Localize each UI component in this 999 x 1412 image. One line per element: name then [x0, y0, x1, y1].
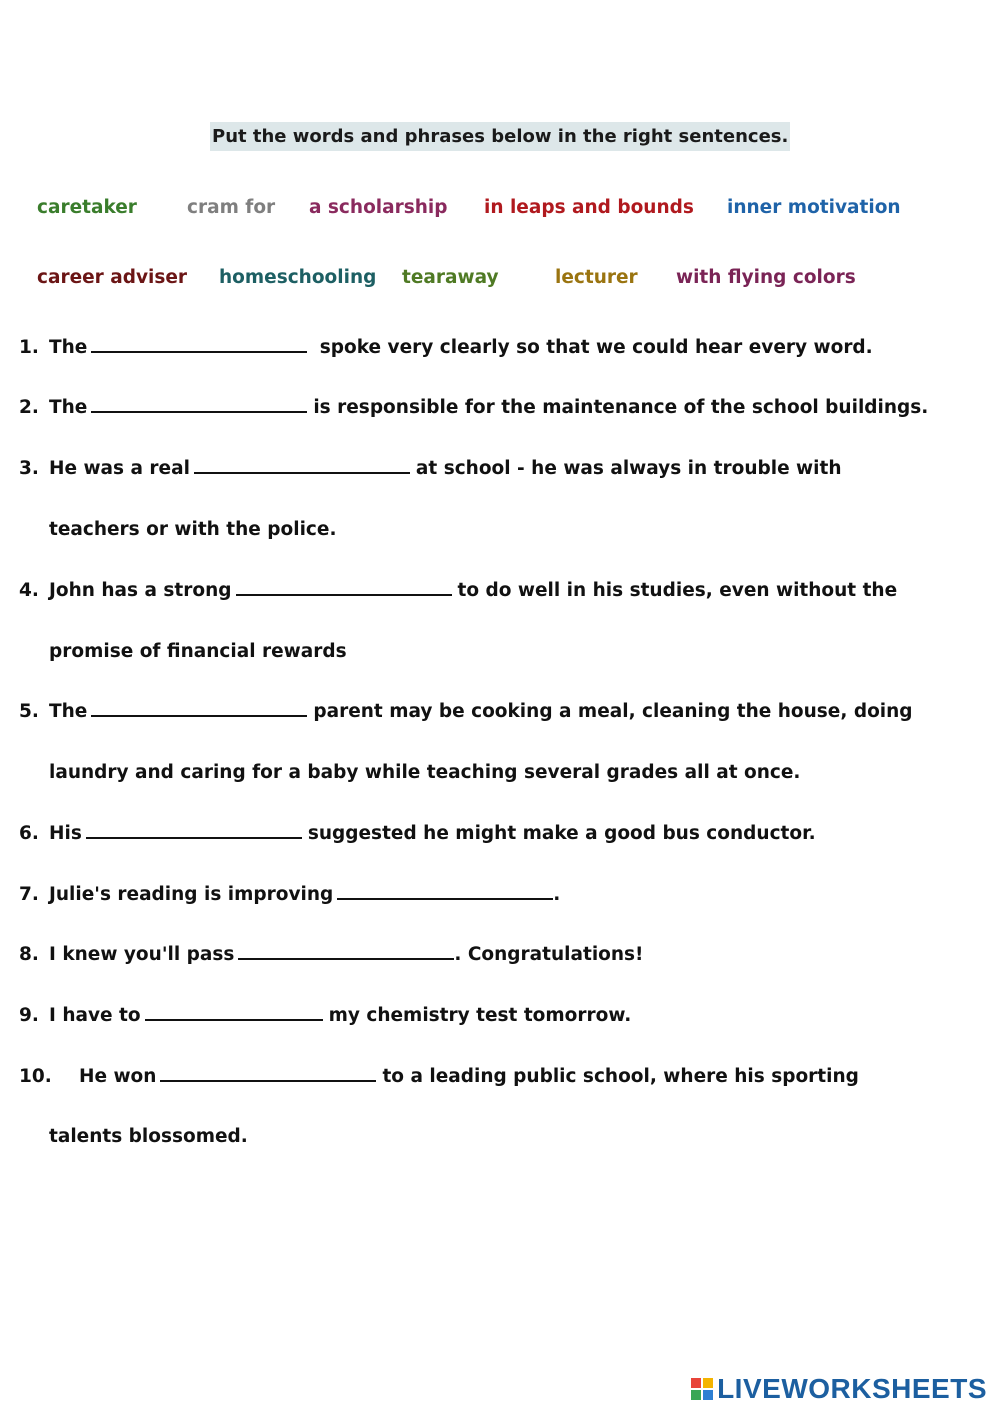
question-number: 8. — [19, 944, 39, 965]
question-text-after: my chemistry test tomorrow. — [328, 1005, 632, 1026]
question-number: 9. — [19, 1005, 39, 1026]
answer-blank-7[interactable] — [337, 884, 553, 900]
question-number: 6. — [19, 823, 39, 844]
question-1 — [19, 336, 873, 360]
brand-name: LIVEWORKSHEETS — [717, 1373, 987, 1404]
word-bank-item-homeschooling: homeschooling — [219, 267, 377, 288]
question-2 — [19, 396, 928, 420]
question-text-after: to a leading public school, where his sporting — [382, 1066, 859, 1087]
word-bank-item-career-adviser: career adviser — [37, 267, 188, 288]
question-3-continuation: teachers or with the police. — [49, 519, 337, 540]
question-text-before: The — [49, 701, 88, 722]
question-5-continuation: laundry and caring for a baby while teaching several grades all at once. — [49, 762, 801, 783]
word-bank-item-inner-motivation: inner motivation — [727, 197, 901, 218]
question-number: 7. — [19, 884, 39, 905]
worksheet-instructions: Put the words and phrases below in the right sentences. — [210, 122, 790, 151]
question-text-after: . Congratulations! — [454, 944, 644, 965]
logo-mark-icon — [691, 1378, 713, 1400]
question-10 — [19, 1065, 859, 1089]
logo-square-green — [691, 1390, 701, 1400]
liveworksheets-logo — [691, 1372, 987, 1406]
question-text-before: The — [49, 337, 88, 358]
question-text-after: . — [553, 884, 561, 905]
logo-square-yellow — [703, 1378, 713, 1388]
word-bank-item-caretaker: caretaker — [37, 197, 137, 218]
answer-blank-4[interactable] — [236, 580, 452, 596]
question-text-before: I have to — [49, 1005, 141, 1026]
answer-blank-3[interactable] — [194, 458, 410, 474]
question-9 — [19, 1004, 631, 1028]
question-text-before: His — [49, 823, 82, 844]
question-number: 4. — [19, 580, 39, 601]
question-3 — [19, 457, 842, 481]
word-bank-item-in-leaps-and-bounds: in leaps and bounds — [484, 197, 694, 218]
question-text-after: parent may be cooking a meal, cleaning the house, doing — [313, 701, 913, 722]
answer-blank-6[interactable] — [86, 823, 302, 839]
question-5 — [19, 700, 913, 724]
question-number: 2. — [19, 397, 39, 418]
question-6 — [19, 822, 816, 846]
question-7 — [19, 883, 560, 907]
question-4 — [19, 579, 897, 603]
answer-blank-2[interactable] — [91, 397, 307, 413]
word-bank-item-with-flying-colors: with flying colors — [676, 267, 856, 288]
question-text-after: is responsible for the maintenance of the school buildings. — [313, 397, 929, 418]
answer-blank-1[interactable] — [91, 337, 307, 353]
answer-blank-8[interactable] — [238, 944, 454, 960]
question-text-after: spoke very clearly so that we could hear every word. — [313, 337, 873, 358]
question-text-before: I knew you'll pass — [49, 944, 235, 965]
logo-square-red — [691, 1378, 701, 1388]
question-number: 5. — [19, 701, 39, 722]
word-bank-item-lecturer: lecturer — [555, 267, 638, 288]
word-bank-item-a-scholarship: a scholarship — [309, 197, 448, 218]
question-8 — [19, 943, 644, 967]
question-text-after: at school - he was always in trouble with — [415, 458, 842, 479]
question-text-after: to do well in his studies, even without the — [457, 580, 898, 601]
answer-blank-10[interactable] — [160, 1066, 376, 1082]
question-text-before: The — [49, 397, 88, 418]
answer-blank-9[interactable] — [145, 1005, 323, 1021]
question-number: 3. — [19, 458, 39, 479]
question-10-continuation: talents blossomed. — [49, 1126, 248, 1147]
word-bank-item-cram-for: cram for — [187, 197, 276, 218]
logo-square-blue — [703, 1390, 713, 1400]
question-number: 10. — [19, 1066, 52, 1087]
word-bank-item-tearaway: tearaway — [402, 267, 499, 288]
question-text-after: suggested he might make a good bus conductor. — [307, 823, 816, 844]
question-text-before: He was a real — [49, 458, 190, 479]
answer-blank-5[interactable] — [91, 701, 307, 717]
question-number: 1. — [19, 337, 39, 358]
question-text-before: Julie's reading is improving — [49, 884, 334, 905]
question-text-before: He won — [79, 1066, 157, 1087]
question-4-continuation: promise of financial rewards — [49, 641, 347, 662]
question-text-before: John has a strong — [49, 580, 232, 601]
